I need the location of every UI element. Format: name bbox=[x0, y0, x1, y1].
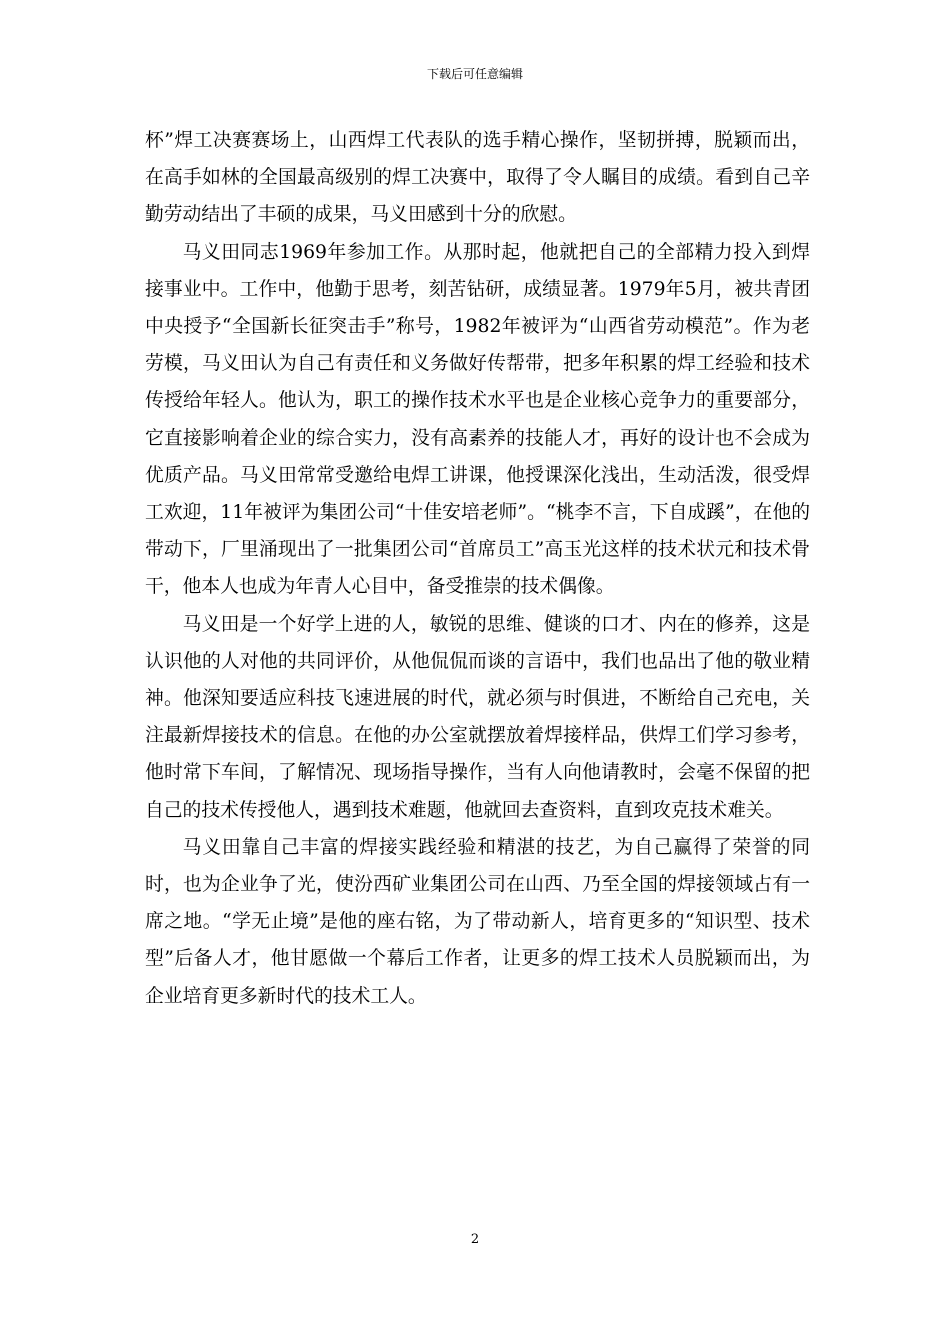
page-number: 2 bbox=[470, 1232, 480, 1247]
document-body bbox=[145, 122, 810, 1015]
page-header: 下载后可任意编辑 bbox=[426, 67, 523, 81]
paragraph: 马义田是一个好学上进的人，敏锐的思维、健谈的口才、内在的修养，这是认识他的人对他的共同评价，从他侃侃而谈的言语中，我们也品出了他的敬业精神。他深知要适应科技飞速进展的时代，就必须与时俱进，不断给自己充电，关注最新焊接技术的信息。在他的办公室就摆放着焊接样品，供焊工们学习参考，他时常下车间，了解情况、现场指导操作，当有人向他请教时，会毫不保留的把自己的技术传授他人，遇到技术难题，他就回去查资料，直到攻克技术难关。 bbox=[145, 613, 810, 821]
paragraph-continuation: 杯”焊工决赛赛场上，山西焊工代表队的选手精心操作，坚韧拼搏，脱颖而出，在高手如林的全国最高级别的焊工决赛中，取得了令人瞩目的成绩。看到自己辛勤劳动结出了丰硕的成果，马义田感到十分的欣慰。 bbox=[145, 130, 810, 226]
paragraph: 马义田靠自己丰富的焊接实践经验和精湛的技艺，为自己赢得了荣誉的同时，也为企业争了光，使汾西矿业集团公司在山西、乃至全国的焊接领域占有一席之地。“学无止境”是他的座右铭，为了带动新人，培育更多的“知识型、技术型”后备人才，他甘愿做一个幕后工作者，让更多的焊工技术人员脱颖而出，为企业培育更多新时代的技术工人。 bbox=[145, 836, 810, 1007]
paragraph: 马义田同志1969年参加工作。从那时起，他就把自己的全部精力投入到焊接事业中。工作中，他勤于思考，刻苦钻研，成绩显著。1979年5月，被共青团中央授予“全国新长征突击手”称号，1982年被评为“山西省劳动模范”。作为老劳模，马义田认为自己有责任和义务做好传帮带，把多年积累的焊工经验和技术传授给年轻人。他认为，职工的操作技术水平也是企业核心竞争力的重要部分，它直接影响着企业的综合实力，没有高素养的技能人才，再好的设计也不会成为优质产品。马义田常常受邀给电焊工讲课，他授课深化浅出，生动活泼，很受焊工欢迎，11年被评为集团公司“十佳安培老师”。“桃李不言，下自成蹊”，在他的带动下，厂里涌现出了一批集团公司“首席员工”高玉光这样的技术状元和技术骨干，他本人也成为年青人心目中，备受推崇的技术偶像。 bbox=[145, 241, 810, 598]
